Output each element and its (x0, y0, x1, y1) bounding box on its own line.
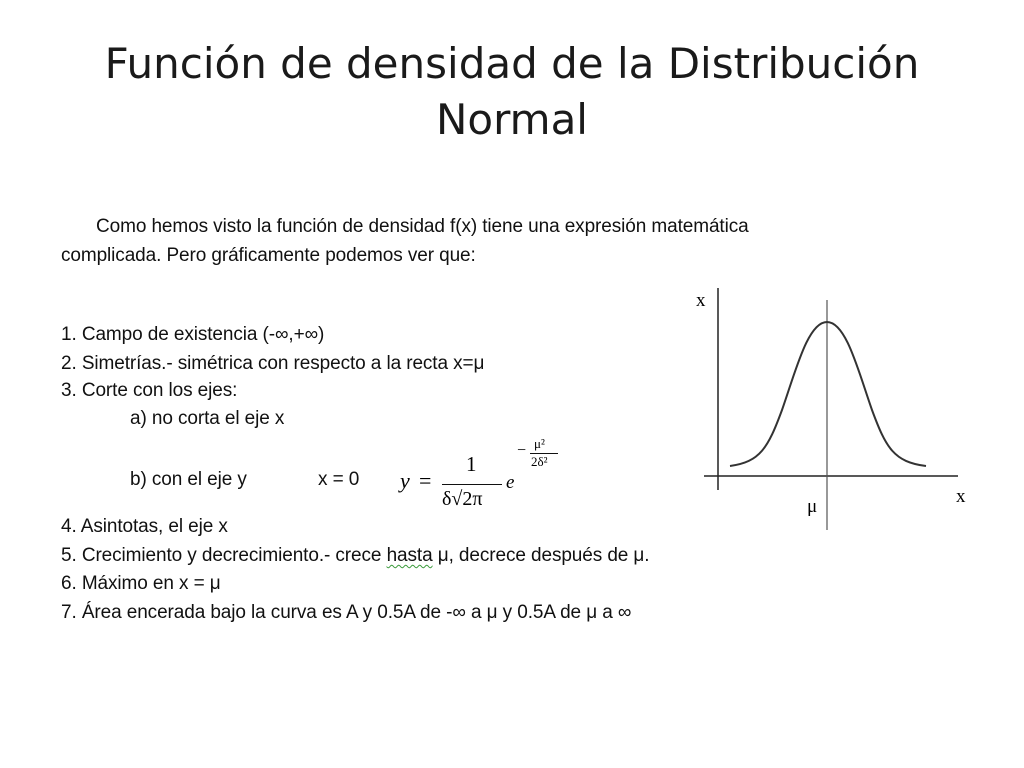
list-item-3b: b) con el eje y (130, 469, 247, 490)
graph-y-axis-label: x (696, 290, 706, 311)
formula-equals: = (419, 468, 432, 493)
list-item-5-part2: μ, decrece después de μ. (432, 545, 650, 566)
density-formula (400, 436, 600, 520)
list-item-4: 4. Asintotas, el eje x (61, 516, 228, 537)
formula-numerator: 1 (466, 452, 477, 476)
graph-mu-label: μ (807, 496, 818, 517)
normal-curve-graph (690, 280, 980, 530)
intro-line2: complicada. Pero gráficamente podemos ver que: (61, 245, 476, 266)
list-item-6: 6. Máximo en x = μ (61, 573, 221, 594)
list-item-5-part1: 5. Crecimiento y decrecimiento.- crece (61, 545, 387, 566)
list-item-3a: a) no corta el eje x (130, 408, 285, 429)
list-item-1: 1. Campo de existencia (-∞,+∞) (61, 324, 325, 345)
list-item-5 (61, 545, 649, 567)
list-item-2: 2. Simetrías.- simétrica con respecto a la recta x=μ (61, 353, 485, 374)
list-item-7: 7. Área encerada bajo la curva es A y 0.5A de -∞ a μ y 0.5A de μ a ∞ (61, 602, 632, 623)
slide-title-line2: Normal (436, 95, 588, 144)
formula-fraction-bar (442, 484, 502, 485)
list-item-3: 3. Corte con los ejes: (61, 380, 238, 401)
formula-exp-denominator: 2δ² (531, 454, 548, 469)
formula-base-e: e (506, 472, 515, 493)
intro-line1: Como hemos visto la función de densidad f(x) tiene una expresión matemática (96, 216, 749, 237)
graph-x-axis-label: x (956, 486, 966, 507)
formula-exp-minus: − (517, 442, 527, 459)
slide-title-line1: Función de densidad de la Distribución (104, 39, 920, 88)
list-item-3b-x: x = 0 (318, 469, 360, 490)
formula-denominator: δ√2π (442, 488, 483, 510)
spellcheck-word: hasta (386, 545, 433, 566)
normal-curve (730, 322, 926, 466)
formula-y: y (400, 468, 410, 493)
formula-exp-numerator: μ² (534, 436, 545, 451)
